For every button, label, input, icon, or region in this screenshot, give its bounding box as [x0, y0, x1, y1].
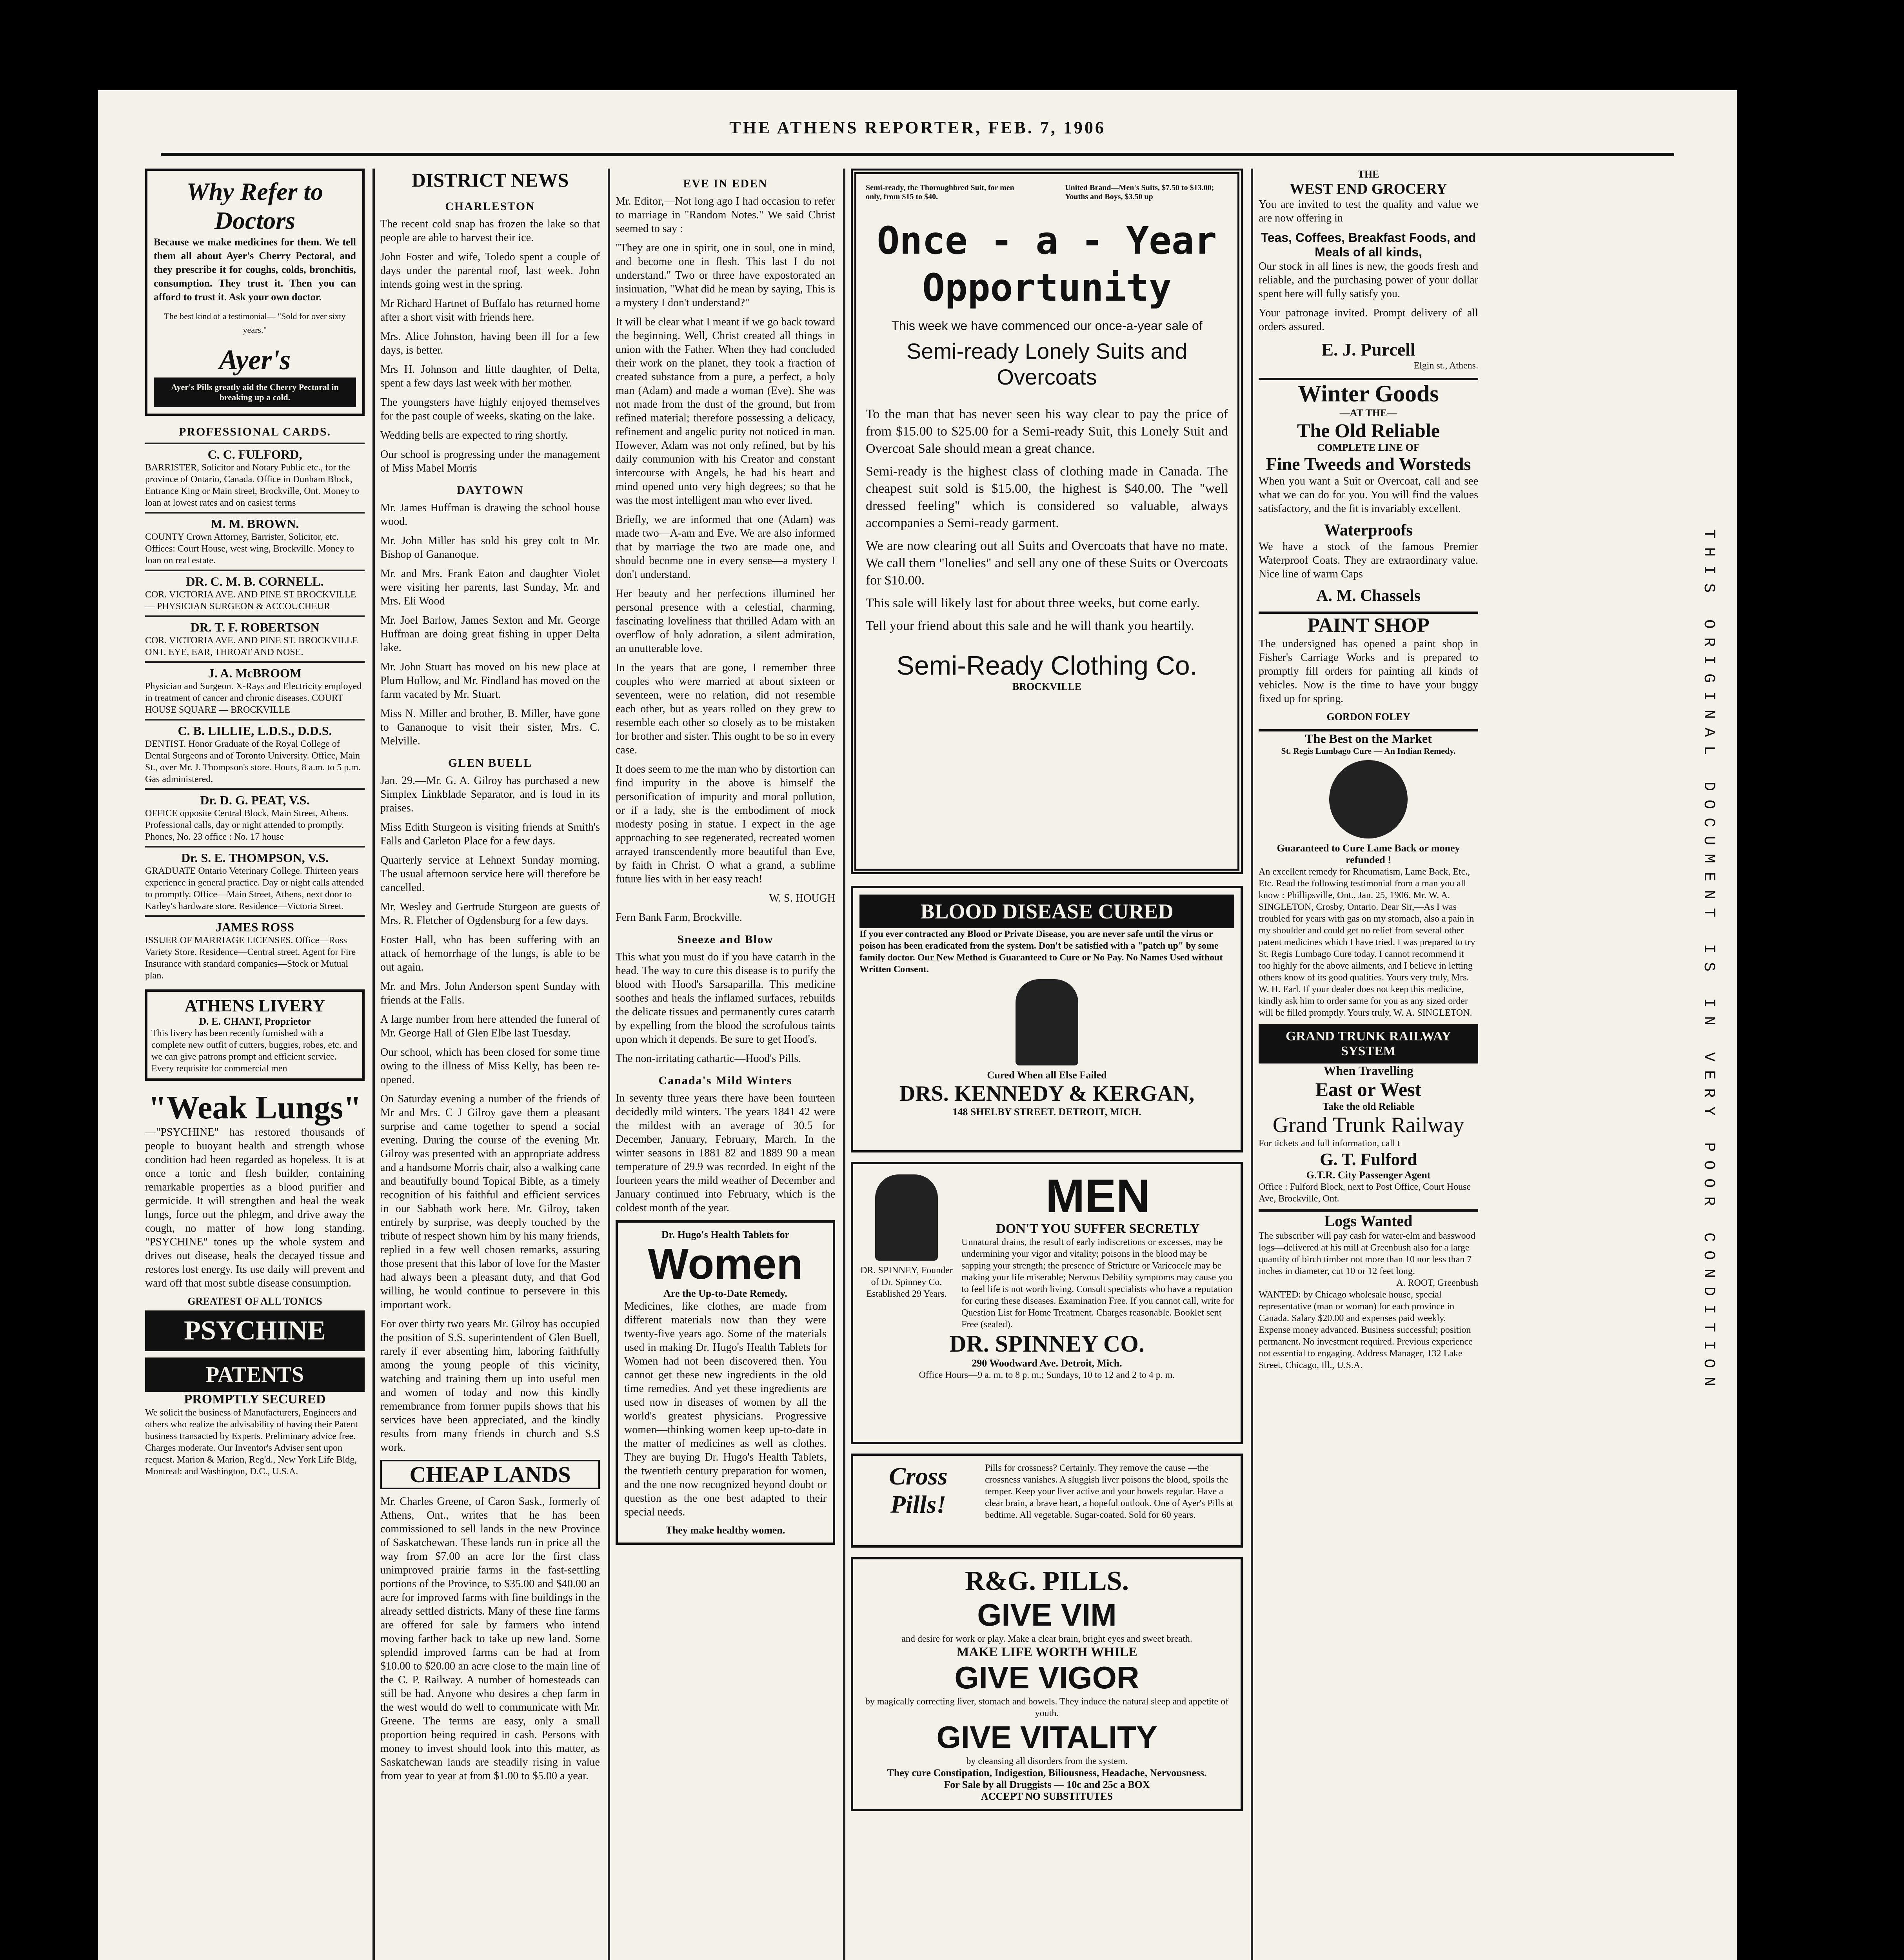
glenbuell-paragraph: On Saturday evening a number of the friends of Mr and Mrs. C J Gilroy gave them a pleasant surprise and came together to spend a social evening. During the course of the evening Mr. Gilroy was presented with an appropriate address and a handsome Morris chair, also a walking cane and beautifully bound Topical Bible, as a timely recognition of his faithful and efficient services in our Sabbath work here. Mr. Gilroy, taken entirely by surprise, was deeply touched by the tribute of respect shown him by his many friends, replied in a few well chosen remarks, assuring those present that this labor of love for the Master had always been a pleasant duty, and that God willing, he would continue to persevere in this important work.	[380, 1093, 600, 1311]
card-name: Dr. D. G. PEAT, V.S.	[200, 793, 310, 807]
ayer-brand: Ayer's	[219, 344, 291, 376]
eve-paragraph: Mr. Editor,—Not long ago I had occasion to refer to marriage in "Random Notes." We said Christ seemed to say :	[616, 195, 835, 235]
spinney-address: 290 Woodward Ave. Detroit, Mich.	[972, 1357, 1122, 1369]
card-text: ISSUER OF MARRIAGE LICENSES. Office—Ross Variety Store. Residence—Central street. Agent for Fire Insurance with standard companies—Stock or Mutual plan.	[145, 935, 356, 981]
cheap-lands-text: Mr. Charles Greene, of Caron Sask., formerly of Athens, Ont., writes that he has been commissioned to sell lands in the new Province of Saskatchewan. These lands run in price all the way from $7.00 an acre for the first class unimproved prairie farms in the fast-settling portions of the Province, to $35.00 and $40.00 an acre for improved farms with fine buildings in the already settled districts. Many of these fine farms are offered for sale by farmers who intend moving farther back to take up new land. Some splendid improved farms can be had at from $10.00 to $20.00 an acre close to the main line of the C. P. Railway. A number of homesteads can still be had. Anyone who desires a chep farm in the west would do well to communicate with Mr. Greene. The terms are easy, only a small proportion being required in cash. Persons with money to invest should look into this matter, as Saskatchewan lands are steadily rising in value from year to year at from $1.00 to $5.00 a year.	[380, 1495, 600, 1782]
semi-ready-header	[866, 183, 1228, 201]
professional-card	[145, 512, 365, 570]
eve-article	[616, 194, 835, 886]
semi-intro: This week we have commenced our once-a-year sale of	[891, 319, 1203, 333]
hugo-text: Medicines, like clothes, are made from different materials now than they were twenty-five years ago. Some of the materials used in making Dr. Hugo's Health Tablets for Women had not been discovered then. You cannot get these new ingredients in the old time remedies. And yet these ingredients are used now in diseases of women by all the world's greatest physicians. Progressive women—thinking women keep up-to-date in the matter of medicines as well as clothes. They are buying Dr. Hugo's Health Tablets, the twentieth century preparation for women, and the one now recognized beyond doubt or question as the one best adapted to their special needs.	[624, 1300, 827, 1518]
daytown-heading: DAYTOWN	[456, 484, 524, 497]
condition-note: THIS ORIGINAL DOCUMENT IS IN VERY POOR CONDITION	[1700, 529, 1717, 1395]
hugo-heading: Dr. Hugo's Health Tablets for	[661, 1229, 790, 1240]
kk-company: DRS. KENNEDY & KERGAN,	[899, 1082, 1195, 1106]
grocery-addr: Elgin st., Athens.	[1413, 361, 1478, 371]
hugo-footer: They make healthy women.	[665, 1524, 785, 1536]
eve-paragraph: In the years that are gone, I remember three couples who were married at about sixteen or seventeen, were no relation, did not resemble each other, but as years rolled on they grew to resemble each other so closely as to be mistaken for brother and sister. This ought to be so in every case.	[616, 662, 835, 756]
masthead-rule	[161, 153, 1674, 156]
ayer-body: Because we make medicines for them. We tell them all about Ayer's Cherry Pectoral, and they prescribe it for coughs, colds, bronchitis, consumption. They trust it. Then you can afford to trust it. Ask your own doctor.	[154, 236, 356, 303]
eve-paragraph: It will be clear what I meant if we go back toward the beginning. Well, Christ created all things in union with the Father. When they had concluded their work on the planet, they took a fraction of created substance from a pure, a perfect, a holy man (Adam) and made a woman (Eve). She was not made from the dust of the ground, but from refined material; therefore possessing a delicacy, refinement and angelic purity not noticed in man. However, Adam was not only refined, but by his daily communion with his Creator and constant intercourse with Angels, he had his heart and mind opened unto very high degrees; so that he was the most intelligent man who ever lived.	[616, 316, 835, 506]
district-news-title: DISTRICT NEWS	[411, 169, 569, 191]
eve-paragraph: It does seem to me the man who by distortion can find impurity in the above is himself the personification of impurity and moral pollution, or if a lady, she is the embodiment of mock modesty posing in statue. I expect in the age approaching to see regenerated, recreated women arrayed transcendently more beautiful than Eve, by faith in Christ. O what a grand, a sublime future lies with in her easy reach!	[616, 763, 835, 885]
indian-remedy-image	[1329, 760, 1408, 838]
column-rule	[372, 169, 375, 1960]
daytown-paragraph: Mr. John Miller has sold his grey colt to Mr. Bishop of Gananoque.	[380, 535, 600, 561]
glenbuell-paragraph: Mr. Wesley and Gertrude Sturgeon are guests of Mrs. R. Fletcher of Ogdensburg for a few days.	[380, 901, 600, 927]
ayer-ad	[145, 169, 365, 416]
men-sub: DON'T YOU SUFFER SECRETLY	[996, 1221, 1200, 1236]
daytown-paragraph: Mr. James Huffman is drawing the school house wood.	[380, 502, 600, 528]
charleston-paragraph: Our school is progressing under the management of Miss Mabel Morris	[380, 448, 600, 474]
charleston-paragraph: Mrs. Alice Johnston, having been ill for a few days, is better.	[380, 330, 600, 356]
lungs-title: "Weak Lungs"	[148, 1089, 362, 1126]
grocery-owner: E. J. Purcell	[1321, 339, 1415, 359]
eve-paragraph: Her beauty and her perfections illumined her personal presence with a celestial, charming, fascinating loveliness that thrilled Adam with an overflow of holy adoration, a silent admiration, an unutterable love.	[616, 588, 835, 655]
semi-top-right: United Brand—Men's Suits, $7.50 to $13.00; Youths and Boys, $3.50 up	[1065, 183, 1214, 201]
rg-pills-ad	[851, 1557, 1243, 1811]
winter-complete: COMPLETE LINE OF	[1317, 442, 1420, 453]
glenbuell-paragraph: Foster Hall, who has been suffering with an attack of hemorrhage of the lungs, is able to be out again.	[380, 934, 600, 973]
paint-title: PAINT SHOP	[1307, 614, 1430, 637]
winter-goods: Fine Tweeds and Worsteds	[1266, 454, 1471, 474]
daytown-paragraph: Mr. John Stuart has moved on his new place at Plum Hollow, and Mr. Findland has moved on the farm vacated by Mr. Stuart.	[380, 661, 600, 701]
gt-east: East or West	[1315, 1078, 1422, 1100]
kk-address: 148 SHELBY STREET. DETROIT, MICH.	[952, 1106, 1141, 1118]
card-text: OFFICE opposite Central Block, Main Street, Athens. Professional calls, day or night attended to promptly. Phones, No. 23 office : No. 17 house	[145, 808, 349, 842]
grand-trunk-logo: GRAND TRUNK RAILWAY SYSTEM	[1259, 1024, 1478, 1063]
gt-name: Grand Trunk Railway	[1272, 1113, 1464, 1137]
charleston-paragraph: John Foster and wife, Toledo spent a couple of days under the parental roof, last week. John intends going west in the spring.	[380, 251, 600, 290]
gt-agent-title: G.T.R. City Passenger Agent	[1306, 1169, 1431, 1181]
daytown-paragraph: Miss N. Miller and brother, B. Miller, have gone to Gananoque to visit their sister, Mrs. C. Melville.	[380, 708, 600, 747]
rg-line1: GIVE VIM	[977, 1597, 1117, 1632]
card-name: JAMES ROSS	[215, 920, 294, 934]
rg-line3: GIVE VITALITY	[936, 1720, 1157, 1755]
ayer-testimonial: The best kind of a testimonial— "Sold for over sixty years."	[164, 311, 346, 335]
semi-company: Semi-Ready Clothing Co.	[896, 651, 1197, 681]
rg-line1-sub: and desire for work or play. Make a clear brain, bright eyes and sweet breath.	[901, 1634, 1192, 1644]
winters-text: In seventy three years there have been fourteen decidedly mild winters. The years 1841 42 were the mildest with an average of 30.5 for December, January, February, March. In the winter seasons in 1881 82 and 1889 90 a mean temperature of 29.9 was recorded. In eight of the fourteen years the mild weather of December and January continued into February, which is the coldest month of the year.	[616, 1092, 835, 1214]
glenbuell-paragraph: Quarterly service at Lehnext Sunday morning. The usual afternoon service here will therefore be cancelled.	[380, 854, 600, 894]
cards-heading: PROFESSIONAL CARDS.	[178, 425, 331, 438]
charleston-paragraph: The youngsters have highly enjoyed themselves for the past couple of weeks, skating on the lake.	[380, 396, 600, 422]
professional-card	[145, 846, 365, 915]
semi-top-left: Semi-ready, the Thoroughbred Suit, for men only, from $15 to $40.	[866, 183, 1014, 201]
rg-sale: For Sale by all Druggists — 10c and 25c a BOX	[944, 1779, 1150, 1790]
semi-p3: We are now clearing out all Suits and Overcoats that have no mate. We call them "lonelies" and sell any one of these Suits or Overcoats for $10.00.	[866, 539, 1228, 588]
card-text: BARRISTER, Solicitor and Notary Public etc., for the province of Ontario, Canada. Office in Dunham Block, Entrance King or Main street, Brockville, Ont. Money to loan at lowest rates and on easiest terms	[145, 463, 359, 508]
glenbuell-paragraph: Miss Edith Sturgeon is visiting friends at Smith's Falls and Carleton Place for a few days.	[380, 821, 600, 847]
regis-guarantee: Guaranteed to Cure Lame Back or money refunded !	[1277, 842, 1460, 866]
lungs-text: —"PSYCHINE" has restored thousands of people to buoyant health and strength whose condition had been regarded as hopeless. It is at once a tonic and flesh builder, containing remarkable properties as a blood purifier and germicide. It will strengthen and heal the weak lungs, force out the phlegm, and drive away the cough, no matter of how long standing. "PSYCHINE" tones up the whole system and drives out disease, heals the decayed tissue and restores lost energy. Its use daily will prevent and ward off that most subtle disease consumption.	[145, 1126, 365, 1289]
doctor-portrait-image	[875, 1174, 938, 1261]
card-text: COUNTY Crown Attorney, Barrister, Solicitor, etc. Offices: Court House, west wing, Brockville. Money to loan on real estate.	[145, 532, 354, 566]
winters-heading: Canada's Mild Winters	[658, 1074, 792, 1087]
charleston-paragraph: Wedding bells are expected to ring shortly.	[380, 429, 568, 441]
column-rule	[1251, 169, 1253, 1960]
grocery-p2: Our stock in all lines is new, the goods fresh and reliable, and the purchasing power of your dollar spent here will fully satisfy you.	[1259, 260, 1478, 300]
column-1	[145, 169, 365, 1960]
patents-text: We solicit the business of Manufacturers, Engineers and others who realize the advisability of having their Patent business transacted by Experts. Preliminary advice free. Charges moderate. Our Inventor's Adviser sent upon request. Marion & Marion, Reg'd., New York Life Bldg, Montreal: and Washington, D.C., U.S.A.	[145, 1408, 358, 1477]
card-text: DENTIST. Honor Graduate of the Royal College of Dental Surgeons and of Toronto University. Office, Main St., over Mr. J. Thompson's store. Hours, 8 a.m. to 5 p.m. Gas administered.	[145, 739, 361, 784]
eve-signature: W. S. HOUGH	[769, 892, 835, 904]
glenbuell-news	[380, 774, 600, 1454]
sneeze-text: This what you must do if you have catarrh in the head. The way to cure this disease is to purify the blood with Hood's Sarsaparilla. This medicine soothes and heals the inflamed surfaces, rebuilds the delicate tissues and permanently cures catarrh by expelling from the blood the scrofulous taints upon which it depends. Be sure to get Hood's.	[616, 951, 835, 1045]
livery-text: This livery has been recently furnished with a complete new outfit of cutters, buggies, robes, etc. and we can give patrons prompt and efficient service. Every requisite for commercial men	[151, 1028, 358, 1074]
kk-cured: Cured When all Else Failed	[987, 1069, 1107, 1081]
livery-owner: D. E. CHANT, Proprietor	[199, 1016, 311, 1027]
gt-info: For tickets and full information, call t	[1259, 1138, 1400, 1149]
logs-title: Logs Wanted	[1259, 1209, 1478, 1230]
card-name: J. A. McBROOM	[208, 666, 302, 680]
card-name: M. M. BROWN.	[211, 517, 299, 531]
rg-make: MAKE LIFE WORTH WHILE	[956, 1645, 1137, 1659]
winter-owner: A. M. Chassels	[1316, 587, 1421, 605]
rg-line3-sub: by cleansing all disorders from the system.	[966, 1756, 1128, 1766]
spinney-header	[859, 1171, 1234, 1330]
grocery-p3: Your patronage invited. Prompt delivery of all orders assured.	[1259, 307, 1478, 333]
rg-line2: GIVE VIGOR	[954, 1660, 1139, 1695]
wanted-text: WANTED: by Chicago wholesale house, special representative (man or woman) for each province in Canada. Salary $20.00 and expenses paid weekly. Expense money advanced. Business successful; position permanent. No investment required. Previous experience not essential to engaging. Address Manager, 132 Lake Street, Chicago, Ill., U.S.A.	[1259, 1290, 1473, 1370]
glenbuell-paragraph: Jan. 29.—Mr. G. A. Gilroy has purchased a new Simplex Linkblade Separator, and is loud in its praises.	[380, 775, 600, 814]
professional-cards	[145, 443, 365, 985]
professional-card	[145, 788, 365, 846]
daytown-paragraph: Mr. and Mrs. Frank Eaton and daughter Violet were visiting her parents, last Sunday, Mr. and Mrs. Eli Wood	[380, 568, 600, 607]
hugo-title: Women	[648, 1240, 803, 1288]
semi-p1: To the man that has never seen his way clear to pay the price of from $15.00 to $25.00 for a Semi-ready Suit, this Lonely Suit and Overcoat Sale should mean a great chance.	[866, 407, 1228, 456]
masthead: THE ATHENS REPORTER, FEB. 7, 1906	[729, 118, 1106, 137]
eve-place: Fern Bank Farm, Brockville.	[616, 911, 742, 924]
grocery-the: THE	[1357, 169, 1379, 180]
winter-title: Winter Goods	[1298, 381, 1439, 407]
spinney-company: DR. SPINNEY CO.	[949, 1331, 1145, 1357]
spinney-doctor-block	[859, 1171, 954, 1330]
patents-title: PATENTS	[145, 1357, 365, 1392]
men-title: MEN	[1045, 1170, 1150, 1222]
winter-at: —AT THE—	[1339, 407, 1397, 419]
gt-travel: When Travelling	[1323, 1063, 1413, 1078]
professional-card	[145, 443, 365, 512]
rg-accept: ACCEPT NO SUBSTITUTES	[981, 1791, 1113, 1802]
card-name: DR. T. F. ROBERTSON	[190, 620, 320, 634]
daytown-paragraph: Mr. Joel Barlow, James Sexton and Mr. George Huffman are doing great fishing in upper Delta lake.	[380, 614, 600, 654]
professional-card	[145, 570, 365, 615]
livery-title: ATHENS LIVERY	[184, 996, 325, 1015]
newspaper-page	[98, 90, 1737, 1960]
column-4	[851, 169, 1243, 1960]
semi-city: BROCKVILLE	[1012, 681, 1082, 692]
men-text: Unnatural drains, the result of early indiscretions or excesses, may be undermining your vigor and vitality; poisons in the blood may be sapping your strength; the presence of Stricture or Varicocele may be making your life miserable; Nervous Debility symptoms may cause you to feel life is not worth living. Consult specialists who have a reputation for curing these diseases. Examination Free. If you cannot call, write for Question List for Home Treatment. Charges reasonable. Booklet sent Free (sealed).	[961, 1237, 1234, 1330]
paint-owner: GORDON FOLEY	[1326, 711, 1410, 722]
card-text: COR. VICTORIA AVE. AND PINE ST. BROCKVILLE ONT. EYE, EAR, THROAT AND NOSE.	[145, 635, 358, 657]
card-text: COR. VICTORIA AVE. AND PINE ST BROCKVILLE — PHYSICIAN SURGEON & ACCOUCHEUR	[145, 590, 356, 612]
professional-card	[145, 615, 365, 661]
column-5	[1259, 169, 1478, 1960]
semi-product: Semi-ready Lonely Suits and Overcoats	[907, 339, 1187, 389]
kk-text: If you ever contracted any Blood or Private Disease, you are never safe until the virus or poison has been eradicated from the system. Don't be satisfied with a "patch up" by some family doctor. Our New Method is Guaranteed to Cure or No Pay. No Names Used without Written Consent.	[859, 929, 1223, 975]
regis-text: An excellent remedy for Rheumatism, Lame Back, Etc., Etc. Read the following testimonial from a man you all know : Phillipsville, Ont., Jan. 25, 1906. Mr. W. A. SINGLETON, Crosby, Ontario. Dear Sir,—As I was troubled for years with gas on my stomach, also a pain in my shoulder and could get no relief from several other patent medicines which I have tried. I was prepared to try St. Regis Lumbago Cure today. I cannot recommend it too highly for the above ailments, and I believe in letting others know of its good qualities. Yours very truly, Mrs. W. H. Earl. If your dealer does not keep this medicine, kindly ask him to order same for you as any sized order will be filled promptly. Yours truly, W. A. SINGLETON.	[1259, 867, 1475, 1018]
eve-paragraph: Briefly, we are informed that one (Adam) was made two—A-am and Eve. We are also informed that by marriage the two are made one, and should become one in every sense—a mystery I don't understand.	[616, 514, 835, 581]
column-2	[380, 169, 600, 1960]
sneeze-heading: Sneeze and Blow	[677, 933, 774, 946]
grocery-p1: You are invited to test the quality and value we are now offering in	[1259, 198, 1478, 224]
column-rule	[843, 169, 845, 1960]
grocery-goods: Teas, Coffees, Breakfast Foods, and Meals of all kinds,	[1261, 230, 1476, 259]
kennedy-kergan-ad	[851, 886, 1243, 1152]
rg-cure: They cure Constipation, Indigestion, Biliousness, Headache, Nervousness.	[887, 1767, 1207, 1779]
charleston-news	[380, 217, 600, 475]
cheap-lands-title: CHEAP LANDS	[380, 1460, 600, 1489]
card-name: C. C. FULFORD,	[207, 447, 302, 461]
charleston-paragraph: Mr Richard Hartnet of Buffalo has returned home after a short visit with friends here.	[380, 298, 600, 323]
professional-card	[145, 719, 365, 788]
winter-water: Waterproofs	[1324, 521, 1413, 539]
semi-p2: Semi-ready is the highest class of clothing made in Canada. The cheapest suit sold is $15.00, the highest is $40.00. The "well dressed feeling" which is considered so valuable, always accompanies a Semi-ready garment.	[866, 464, 1228, 530]
livery-ad	[145, 989, 365, 1081]
card-name: DR. C. M. B. CORNELL.	[186, 574, 324, 588]
rg-line2-sub: by magically correcting liver, stomach and bowels. They induce the natural sleep and appetite of youth.	[865, 1697, 1229, 1719]
card-name: Dr. S. E. THOMPSON, V.S.	[181, 851, 329, 865]
charleston-heading: CHARLESTON	[445, 200, 535, 213]
grocery-title: WEST END GROCERY	[1290, 181, 1447, 197]
eve-heading: EVE IN EDEN	[683, 177, 768, 190]
regis-title: The Best on the Market	[1305, 731, 1432, 746]
professional-card	[145, 915, 365, 985]
sneeze-footer: The non-irritating cathartic—Hood's Pills.	[616, 1053, 801, 1065]
cross-pills-ad	[851, 1454, 1243, 1548]
card-text: Physician and Surgeon. X-Rays and Electricity employed in treatment of cancer and chronic diseases. COURT HOUSE SQUARE — BROCKVILLE	[145, 681, 362, 715]
winter-store: The Old Reliable	[1297, 419, 1440, 441]
winter-p2: We have a stock of the famous Premier Waterproof Coats. They are extraordinary value. Nice line of warm Caps	[1259, 541, 1478, 580]
portrait-image	[1016, 979, 1078, 1065]
semi-ready-title: Once - a - Year Opportunity	[877, 219, 1217, 310]
spinney-hours: Office Hours—9 a. m. to 8 p. m.; Sundays, 10 to 12 and 2 to 4 p. m.	[919, 1370, 1175, 1380]
paint-text: The undersigned has opened a paint shop in Fisher's Carriage Works and is prepared to promptly fill orders for painting all kinds of vehicles. Now is the time to have your buggy fixed up for spring.	[1259, 638, 1478, 705]
semi-p4: This sale will likely last for about three weeks, but come early.	[866, 596, 1200, 610]
glenbuell-paragraph: For over thirty two years Mr. Gilroy has occupied the position of S.S. superintendent of Glen Buell, rarely if ever absenting him, laboring faithfully among the young people of this vicinity, watching and training them up into useful men and women of today and now this kindly remembrance from former pupils shows that his services have been appreciated, and the kindly results from many friends in church and S.S work.	[380, 1318, 600, 1454]
daytown-news	[380, 501, 600, 748]
spinney-body	[961, 1171, 1234, 1330]
kk-title: BLOOD DISEASE CURED	[859, 895, 1234, 928]
rg-brand: R&G. PILLS.	[965, 1566, 1129, 1596]
professional-card	[145, 661, 365, 719]
winter-p1: When you want a Suit or Overcoat, call and see what we can do for you. You will find the values satisfactory, and the fit is invariably excellent.	[1259, 475, 1478, 515]
logs-text: The subscriber will pay cash for water-elm and basswood logs—delivered at his mill at Greenbush also for a large quantity of birch timber not more than 10 nor less than 7 inches in diameter, cut 10 or 12 feet long.	[1259, 1231, 1475, 1276]
tonic-heading: GREATEST OF ALL TONICS	[187, 1296, 322, 1307]
tonic-brand: PSYCHINE	[145, 1310, 365, 1351]
column-rule	[608, 169, 610, 1960]
card-name: C. B. LILLIE, L.D.S., D.D.S.	[178, 724, 332, 738]
ayer-footer: Ayer's Pills greatly aid the Cherry Pectoral in breaking up a cold.	[154, 377, 356, 407]
glenbuell-heading: GLEN BUELL	[448, 757, 532, 769]
gt-office: Office : Fulford Block, next to Post Office, Court House Ave, Brockville, Ont.	[1259, 1182, 1471, 1204]
spinney-ad	[851, 1162, 1243, 1444]
glenbuell-paragraph: Mr. and Mrs. John Anderson spent Sunday with friends at the Falls.	[380, 980, 600, 1006]
side-panel	[1725, 580, 1737, 1631]
spinney-doctor: DR. SPINNEY, Founder of Dr. Spinney Co. Established 29 Years.	[860, 1265, 953, 1299]
gt-agent: G. T. Fulford	[1320, 1150, 1417, 1169]
cross-text: Pills for crossness? Certainly. They remove the cause —the crossness vanishes. A sluggish liver poisons the blood, spoils the temper. Keep your liver active and your bowels regular. Have a clear brain, a brave heart, a hopeful outlook. One of Ayer's Pills at bedtime. All vegetable. Sugar-coated. Sold for 60 years.	[985, 1463, 1234, 1520]
ayer-title: Why Refer to Doctors	[186, 178, 323, 234]
hugo-ad	[616, 1220, 835, 1545]
eve-paragraph: "They are one in spirit, one in soul, one in mind, and become one in flesh. This last I do not understand." Two or three have expostorated an insinuation, "What did he mean by saying, This is a mystery I don't understand?"	[616, 242, 835, 309]
charleston-paragraph: Mrs H. Johnson and little daughter, of Delta, spent a few days last week with her mother.	[380, 363, 600, 389]
gt-take: Take the old Reliable	[1323, 1101, 1414, 1112]
hugo-sub: Are the Up-to-Date Remedy.	[663, 1288, 787, 1299]
logs-owner: A. ROOT, Greenbush	[1396, 1278, 1478, 1288]
glenbuell-paragraph: A large number from here attended the funeral of Mr. George Hall of Glen Elbe last Tuesday.	[380, 1013, 600, 1039]
glenbuell-paragraph: Our school, which has been closed for some time owing to the illness of Miss Kelly, has been re-opened.	[380, 1046, 600, 1086]
charleston-paragraph: The recent cold snap has frozen the lake so that people are able to harvest their ice.	[380, 218, 600, 244]
column-3	[616, 169, 835, 1960]
card-text: GRADUATE Ontario Veterinary College. Thirteen years experience in general practice. Day or night calls attended to promptly. Office—Main Street, Athens, next door to Karley's hardware store. Residence—Victoria Street.	[145, 866, 364, 911]
cross-title: Cross Pills!	[889, 1462, 948, 1518]
regis-brand: St. Regis Lumbago Cure — An Indian Remedy.	[1281, 746, 1456, 756]
semi-ready-ad	[851, 169, 1243, 874]
patents-sub: PROMPTLY SECURED	[184, 1392, 326, 1406]
semi-p5: Tell your friend about this sale and he will thank you heartily.	[866, 619, 1194, 633]
